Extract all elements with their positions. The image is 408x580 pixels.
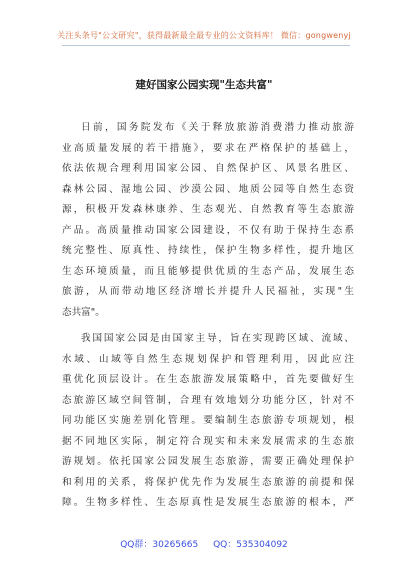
header-divider — [62, 45, 350, 46]
text-line: 水域、山域等自然生态规划保护和管理利用，因此应注 — [62, 353, 354, 365]
text-line: 和利用的关系，将保护优先作为发展生态旅游的前提和保 — [62, 476, 354, 488]
document-title: 建好国家公园实现"生态共富" — [135, 79, 273, 91]
paragraph — [62, 118, 354, 323]
text-line: 据不同地区实际，制定符合现实和未来发展需求的生态旅 — [62, 435, 354, 447]
text-line: 业高质量发展的若干措施》，要求在严格保护的基础上， — [62, 142, 354, 154]
text-line: 态共富"。 — [62, 306, 105, 318]
footer-qq-group: QQ群：30265665 — [120, 540, 199, 550]
paragraph — [62, 329, 354, 514]
text-line: 产品。高质量推动国家公园建设，不仅有助于保持生态系 — [62, 224, 354, 236]
text-line: 旅游，从而带动地区经济增长并提升人民福祉，实现"生 — [62, 286, 354, 297]
text-line: 统完整性、原真性、持续性，保护生物多样性，提升地区 — [62, 245, 354, 256]
text-line: 森林公园、湿地公园、沙漠公园、地质公园等自然生态资 — [62, 183, 354, 195]
document-body — [62, 118, 354, 514]
text-line: 源，积极开发森林康养、生态观光、自然教育等生态旅游 — [62, 204, 354, 215]
footer-qq: QQ：535304092 — [213, 540, 288, 550]
text-line: 同功能区实施差别化管理。要编制生态旅游专项规划，根 — [62, 415, 354, 426]
text-line: 依法依规合理利用国家公园、自然保护区、风景名胜区、 — [62, 163, 354, 174]
text-line: 生态环境质量，而且能够提供优质的生态产品，发展生态 — [62, 265, 354, 277]
text-line: 游规划。依托国家公园发展生态旅游，需要正确处理保护 — [62, 456, 354, 467]
text-line: 障。生物多样性、生态原真性是发展生态旅游的根本，严 — [62, 497, 354, 508]
text-line: 重优化顶层设计。在生态旅游发展策略中，首先要做好生 — [62, 374, 354, 385]
text-line: 态旅游区域空间管制，合理有效地划分功能分区，针对不 — [62, 394, 354, 406]
footer-contact — [0, 537, 408, 550]
text-line: 日前，国务院发布《关于释放旅游消费潜力推动旅游 — [81, 122, 354, 133]
header-banner: 关注头条号"公文研究"，获得最新最全最专业的公文资料库！ 微信：gongwenyj — [57, 31, 351, 40]
text-line: 我国国家公园是由国家主导，旨在实现跨区域、流域、 — [81, 333, 354, 344]
